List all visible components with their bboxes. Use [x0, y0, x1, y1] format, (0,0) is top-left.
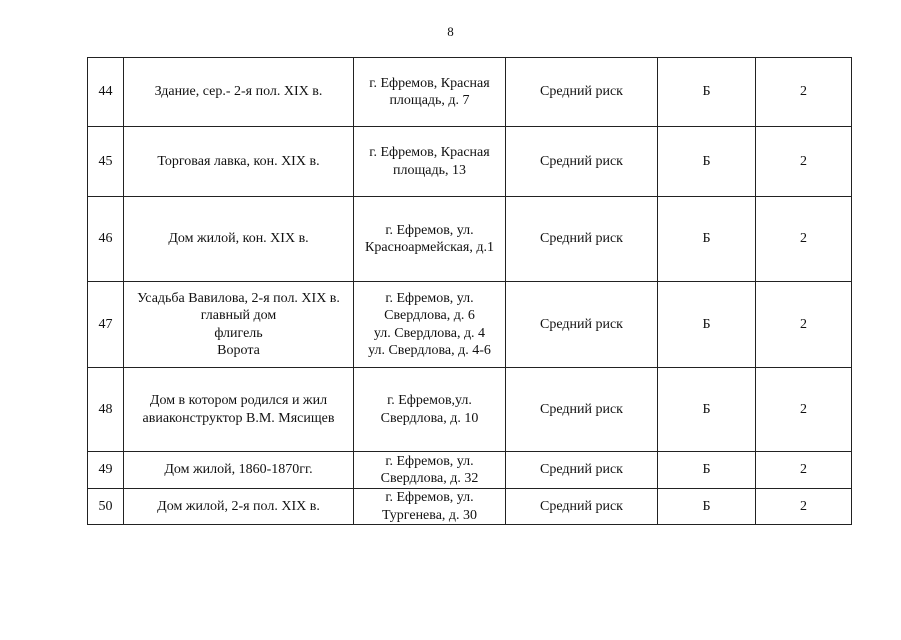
table-row — [88, 489, 852, 525]
category-cell: Б — [658, 489, 756, 525]
category-cell: Б — [658, 452, 756, 489]
value-cell: 2 — [756, 452, 852, 489]
object-name-cell: Торговая лавка, кон. XIX в. — [124, 127, 354, 197]
risk-level-cell: Средний риск — [506, 282, 658, 368]
object-name-cell: Дом в котором родился и жил авиаконструктор В.М. Мясищев — [124, 368, 354, 452]
value-cell: 2 — [756, 368, 852, 452]
object-name-cell: Здание, сер.- 2-я пол. XIX в. — [124, 58, 354, 127]
object-name-cell: Усадьба Вавилова, 2-я пол. XIX в. главный дом флигель Ворота — [124, 282, 354, 368]
value-cell: 2 — [756, 489, 852, 525]
category-cell: Б — [658, 282, 756, 368]
table-row — [88, 58, 852, 127]
row-number-cell: 48 — [88, 368, 124, 452]
risk-level-cell: Средний риск — [506, 127, 658, 197]
value-cell: 2 — [756, 58, 852, 127]
address-cell: г. Ефремов, ул. Красноармейская, д.1 — [354, 197, 506, 282]
category-cell: Б — [658, 127, 756, 197]
address-cell: г. Ефремов, ул. Свердлова, д. 32 — [354, 452, 506, 489]
page-number: 8 — [447, 24, 454, 39]
table-row — [88, 197, 852, 282]
value-cell: 2 — [756, 282, 852, 368]
heritage-objects-table — [87, 57, 852, 525]
category-cell: Б — [658, 58, 756, 127]
table-row — [88, 368, 852, 452]
object-name-cell: Дом жилой, 1860-1870гг. — [124, 452, 354, 489]
value-cell: 2 — [756, 127, 852, 197]
table-row — [88, 282, 852, 368]
address-cell: г. Ефремов, ул. Тургенева, д. 30 — [354, 489, 506, 525]
row-number-cell: 50 — [88, 489, 124, 525]
table-row — [88, 452, 852, 489]
row-number-cell: 44 — [88, 58, 124, 127]
object-name-cell: Дом жилой, кон. XIX в. — [124, 197, 354, 282]
value-cell: 2 — [756, 197, 852, 282]
row-number-cell: 46 — [88, 197, 124, 282]
risk-level-cell: Средний риск — [506, 368, 658, 452]
row-number-cell: 45 — [88, 127, 124, 197]
risk-level-cell: Средний риск — [506, 58, 658, 127]
address-cell: г. Ефремов,ул. Свердлова, д. 10 — [354, 368, 506, 452]
row-number-cell: 49 — [88, 452, 124, 489]
address-cell: г. Ефремов, ул. Свердлова, д. 6 ул. Свердлова, д. 4 ул. Свердлова, д. 4-6 — [354, 282, 506, 368]
risk-level-cell: Средний риск — [506, 489, 658, 525]
table-row — [88, 127, 852, 197]
risk-level-cell: Средний риск — [506, 197, 658, 282]
object-name-cell: Дом жилой, 2-я пол. XIX в. — [124, 489, 354, 525]
address-cell: г. Ефремов, Красная площадь, 13 — [354, 127, 506, 197]
risk-level-cell: Средний риск — [506, 452, 658, 489]
row-number-cell: 47 — [88, 282, 124, 368]
category-cell: Б — [658, 368, 756, 452]
address-cell: г. Ефремов, Красная площадь, д. 7 — [354, 58, 506, 127]
category-cell: Б — [658, 197, 756, 282]
